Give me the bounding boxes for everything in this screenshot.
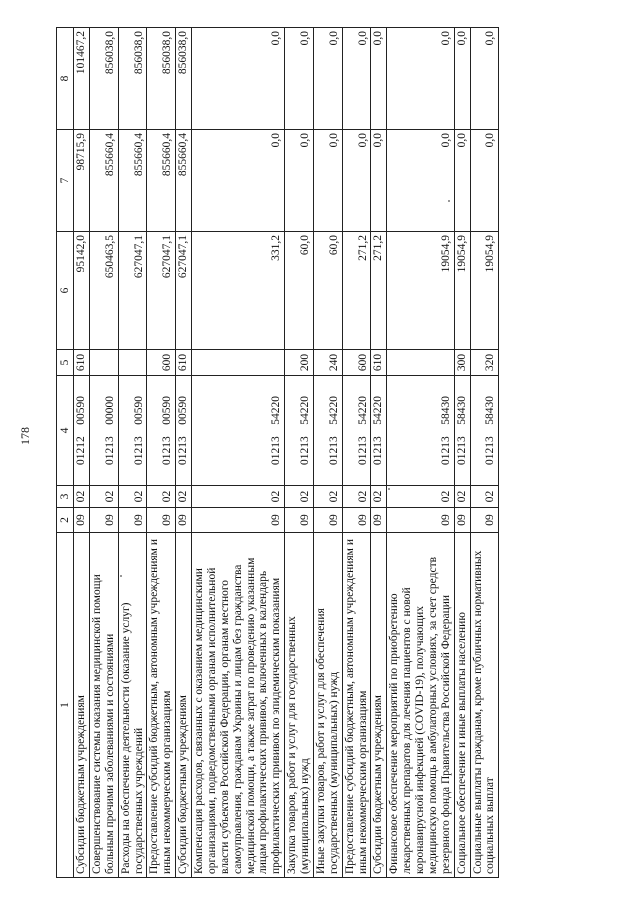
code-subsection: 02 xyxy=(176,486,192,508)
amount-year-1: 19054,9 xyxy=(387,232,454,350)
col-header-4: 4 xyxy=(57,376,74,486)
scan-speck xyxy=(388,488,390,490)
code-target-article xyxy=(371,376,387,486)
code-expense-type: 600 xyxy=(342,350,371,376)
code-direction: 00590 xyxy=(161,396,174,425)
code-expense-type: 320 xyxy=(470,350,499,376)
amount-year-3: 0,0 xyxy=(192,28,285,130)
table-row xyxy=(387,28,454,878)
code-program: 01213 xyxy=(327,436,340,465)
code-program: 01213 xyxy=(177,436,190,465)
code-program: 01213 xyxy=(299,436,311,465)
code-program: 01213 xyxy=(161,436,174,465)
amount-year-2: 0,0 xyxy=(313,130,342,232)
amount-year-1: 95142,0 xyxy=(74,232,90,350)
code-program: 01213 xyxy=(132,436,145,465)
code-program: 01213 xyxy=(270,436,283,465)
code-target-article xyxy=(176,376,192,486)
code-target-article xyxy=(387,376,454,486)
code-section: 09 xyxy=(176,508,192,533)
scan-speck xyxy=(120,575,122,577)
row-name: Предоставление субсидий бюджетным, автономным учреждениям и иным некоммерческим организациям xyxy=(342,533,371,878)
amount-year-3: 0,0 xyxy=(342,28,371,130)
table-row xyxy=(371,28,387,878)
code-subsection: 02 xyxy=(285,486,314,508)
row-name: Субсидии бюджетным учреждениям xyxy=(176,533,192,878)
code-target-article xyxy=(147,376,176,486)
amount-year-1: 19054,9 xyxy=(470,232,499,350)
code-subsection: 02 xyxy=(342,486,371,508)
col-header-8: 8 xyxy=(57,28,74,130)
code-section: 09 xyxy=(147,508,176,533)
code-expense-type xyxy=(192,350,285,376)
code-expense-type: 200 xyxy=(285,350,314,376)
table-row xyxy=(285,28,314,878)
code-section: 09 xyxy=(192,508,285,533)
col-header-3: 3 xyxy=(57,486,74,508)
code-expense-type: 610 xyxy=(176,350,192,376)
header-row xyxy=(57,28,74,878)
col-header-7: 7 xyxy=(57,130,74,232)
amount-year-3: 856038,0 xyxy=(176,28,192,130)
amount-year-2: 855660,4 xyxy=(147,130,176,232)
code-direction: 00590 xyxy=(132,396,145,425)
row-name: Субсидии бюджетным учреждениям xyxy=(74,533,90,878)
scan-speck xyxy=(448,200,450,202)
code-expense-type: 300 xyxy=(454,350,470,376)
code-expense-type: 610 xyxy=(74,350,90,376)
row-name: Иные закупки товаров, работ и услуг для обеспечения государственных (муниципальных) нужд xyxy=(313,533,342,878)
amount-year-2: 0,0 xyxy=(387,130,454,232)
code-direction: 54220 xyxy=(372,396,385,425)
code-target-article xyxy=(118,376,147,486)
amount-year-2: 855660,4 xyxy=(176,130,192,232)
code-target-article xyxy=(285,376,314,486)
amount-year-3: 0,0 xyxy=(387,28,454,130)
row-name: Компенсация расходов, связанных с оказанием медицинскими организациями, подведомственными органам исполнительной власти субъектов Российской Федерации, органам местного самоуправления, гражданам Украины и лицам без гражданства медицинской помощи, а также затрат по проведению указанным лицам профилактических прививок, включенных в календарь профилактических прививок по эпидемическим показаниям xyxy=(192,533,285,878)
code-subsection: 02 xyxy=(371,486,387,508)
amount-year-1: 19054,9 xyxy=(454,232,470,350)
col-header-1: 1 xyxy=(57,533,74,878)
code-target-article xyxy=(89,376,118,486)
code-target-article xyxy=(454,376,470,486)
table-row xyxy=(118,28,147,878)
code-section: 09 xyxy=(342,508,371,533)
code-program: 01213 xyxy=(372,436,385,465)
amount-year-3: 0,0 xyxy=(470,28,499,130)
table-row xyxy=(89,28,118,878)
code-expense-type: 600 xyxy=(147,350,176,376)
table-row xyxy=(470,28,499,878)
amount-year-1: 627047,1 xyxy=(176,232,192,350)
table-row xyxy=(313,28,342,878)
code-subsection: 02 xyxy=(313,486,342,508)
code-expense-type xyxy=(387,350,454,376)
code-direction: 58430 xyxy=(484,396,497,425)
amount-year-1: 60,0 xyxy=(285,232,314,350)
page-number: 178 xyxy=(18,427,32,445)
code-program: 01213 xyxy=(103,436,116,465)
budget-table xyxy=(56,27,499,878)
code-section: 09 xyxy=(313,508,342,533)
code-section: 09 xyxy=(371,508,387,533)
code-subsection: 02 xyxy=(74,486,90,508)
code-target-article xyxy=(74,376,90,486)
amount-year-2: 0,0 xyxy=(371,130,387,232)
row-name: Социальные выплаты гражданам, кроме публичных нормативных социальных выплат xyxy=(470,533,499,878)
code-program: 01213 xyxy=(439,436,452,465)
row-name: Финансовое обеспечение мероприятий по приобретению лекарственных препаратов для лечения пациентов с новой коронавирусной инфекцией (COVID-19), получающих медицинскую помощь в амбулаторных условиях, за счет средств резервного фонда Правительства Российской Федерации xyxy=(387,533,454,878)
code-subsection: 02 xyxy=(192,486,285,508)
col-header-5: 5 xyxy=(57,350,74,376)
code-direction: 58430 xyxy=(455,396,468,425)
amount-year-3: 856038,0 xyxy=(118,28,147,130)
code-section: 09 xyxy=(470,508,499,533)
amount-year-2: 0,0 xyxy=(342,130,371,232)
row-name: Субсидии бюджетным учреждениям xyxy=(371,533,387,878)
amount-year-1: 331,2 xyxy=(192,232,285,350)
code-program: 01213 xyxy=(356,436,369,465)
code-subsection: 02 xyxy=(387,486,454,508)
code-target-article xyxy=(313,376,342,486)
code-direction: 54220 xyxy=(299,396,311,425)
amount-year-3: 0,0 xyxy=(313,28,342,130)
rotated-page-content xyxy=(56,28,636,878)
code-expense-type xyxy=(89,350,118,376)
code-program: 01212 xyxy=(75,436,87,465)
row-name: Закупка товаров, работ и услуг для государственных (муниципальных) нужд xyxy=(285,533,314,878)
amount-year-2: 0,0 xyxy=(454,130,470,232)
code-program: 01213 xyxy=(455,436,468,465)
amount-year-3: 0,0 xyxy=(454,28,470,130)
code-target-article xyxy=(342,376,371,486)
code-expense-type: 240 xyxy=(313,350,342,376)
amount-year-1: 271,2 xyxy=(342,232,371,350)
code-direction: 00000 xyxy=(103,396,116,425)
amount-year-3: 101467,2 xyxy=(74,28,90,130)
table-body xyxy=(74,28,499,878)
code-direction: 54220 xyxy=(270,396,283,425)
code-subsection: 02 xyxy=(470,486,499,508)
code-subsection: 02 xyxy=(118,486,147,508)
table-row xyxy=(192,28,285,878)
row-name: Расходы на обеспечение деятельности (оказание услуг) государственных учреждений xyxy=(118,533,147,878)
amount-year-2: 0,0 xyxy=(192,130,285,232)
amount-year-2: 855660,4 xyxy=(118,130,147,232)
code-direction: 00590 xyxy=(177,396,190,425)
amount-year-1: 271,2 xyxy=(371,232,387,350)
code-expense-type: 610 xyxy=(371,350,387,376)
table-row xyxy=(74,28,90,878)
table-row xyxy=(147,28,176,878)
code-direction: 54220 xyxy=(327,396,340,425)
amount-year-1: 627047,1 xyxy=(147,232,176,350)
code-target-article xyxy=(192,376,285,486)
row-name: Социальное обеспечение и иные выплаты населению xyxy=(454,533,470,878)
code-section: 09 xyxy=(285,508,314,533)
amount-year-1: 60,0 xyxy=(313,232,342,350)
code-direction: 54220 xyxy=(356,396,369,425)
code-section: 09 xyxy=(89,508,118,533)
amount-year-3: 856038,0 xyxy=(147,28,176,130)
table-row xyxy=(454,28,470,878)
code-expense-type xyxy=(118,350,147,376)
amount-year-2: 98715,9 xyxy=(74,130,90,232)
code-section: 09 xyxy=(74,508,90,533)
table-row xyxy=(342,28,371,878)
amount-year-2: 855660,4 xyxy=(89,130,118,232)
code-section: 09 xyxy=(387,508,454,533)
col-header-2: 2 xyxy=(57,508,74,533)
code-subsection: 02 xyxy=(454,486,470,508)
code-section: 09 xyxy=(118,508,147,533)
table-row xyxy=(176,28,192,878)
amount-year-3: 0,0 xyxy=(371,28,387,130)
amount-year-2: 0,0 xyxy=(470,130,499,232)
amount-year-1: 627047,1 xyxy=(118,232,147,350)
row-name: Совершенствование системы оказания медицинской помощи больным прочими заболеваниями и состояниями xyxy=(89,533,118,878)
code-target-article xyxy=(470,376,499,486)
code-subsection: 02 xyxy=(147,486,176,508)
amount-year-2: 0,0 xyxy=(285,130,314,232)
col-header-6: 6 xyxy=(57,232,74,350)
code-subsection: 02 xyxy=(89,486,118,508)
code-section: 09 xyxy=(454,508,470,533)
code-program: 01213 xyxy=(484,436,497,465)
row-name: Предоставление субсидий бюджетным, автономным учреждениям и иным некоммерческим организациям xyxy=(147,533,176,878)
code-direction: 00590 xyxy=(75,396,87,425)
amount-year-1: 650463,5 xyxy=(89,232,118,350)
amount-year-3: 856038,0 xyxy=(89,28,118,130)
code-direction: 58430 xyxy=(439,396,452,425)
amount-year-3: 0,0 xyxy=(285,28,314,130)
